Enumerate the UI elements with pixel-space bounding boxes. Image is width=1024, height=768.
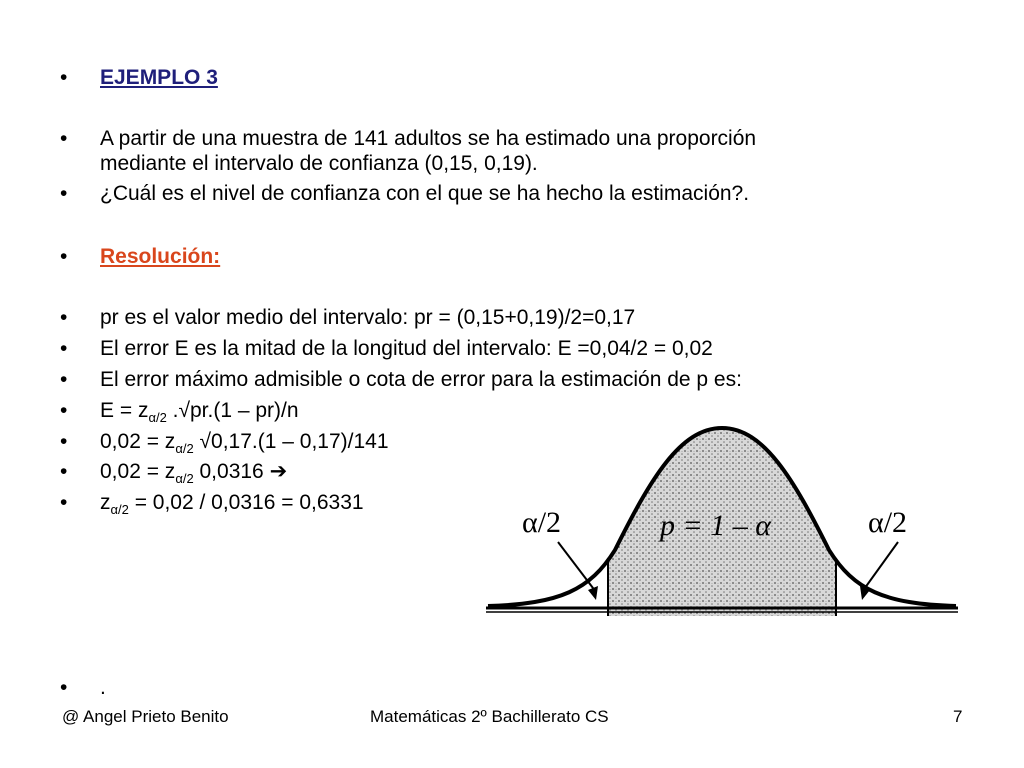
- formula-prefix: E = z: [100, 399, 149, 422]
- problem-statement-line2: mediante el intervalo de confianza (0,15, 0,19).: [100, 152, 538, 175]
- equation-suffix: 0,0316 ➔: [193, 460, 288, 483]
- formula-suffix: .√pr.(1 – pr)/n: [166, 399, 299, 422]
- bullet: •: [60, 127, 68, 150]
- left-tail-label: α/2: [522, 506, 562, 539]
- example-title: EJEMPLO 3: [100, 66, 218, 89]
- footer-course: Matemáticas 2º Bachillerato CS: [370, 707, 609, 726]
- bullet: •: [60, 66, 68, 89]
- equation-subscript: α/2: [175, 471, 194, 487]
- equation-prefix: z: [100, 491, 111, 514]
- right-tail-label: α/2: [868, 506, 908, 539]
- right-arrow: [862, 542, 898, 592]
- bullet: •: [60, 182, 68, 205]
- center-label: p = 1 – α: [660, 509, 771, 542]
- bullet: •: [60, 491, 68, 514]
- bullet: •: [60, 368, 68, 391]
- equation-subscript: α/2: [110, 502, 129, 518]
- bullet: •: [60, 399, 68, 422]
- equation-1: [100, 430, 389, 457]
- trailing-dot: .: [100, 676, 106, 699]
- equation-suffix: = 0,02 / 0,0316 = 0,6331: [128, 491, 364, 514]
- question-text: ¿Cuál es el nivel de confianza con el que se ha hecho la estimación?.: [100, 182, 750, 205]
- bullet: •: [60, 430, 68, 453]
- bullet: •: [60, 306, 68, 329]
- bullet: •: [60, 245, 68, 268]
- bullet: •: [60, 337, 68, 360]
- formula-error: [100, 399, 299, 426]
- equation-prefix: 0,02 = z: [100, 460, 176, 483]
- step-max-error: El error máximo admisible o cota de error para la estimación de p es:: [100, 368, 742, 391]
- equation-prefix: 0,02 = z: [100, 430, 176, 453]
- formula-subscript: α/2: [148, 410, 167, 426]
- step-mean: pr es el valor medio del intervalo: pr = (0,15+0,19)/2=0,17: [100, 306, 636, 329]
- left-arrow: [558, 542, 596, 592]
- equation-subscript: α/2: [175, 441, 194, 457]
- step-error: El error E es la mitad de la longitud del intervalo: E =0,04/2 = 0,02: [100, 337, 713, 360]
- bullet: •: [60, 460, 68, 483]
- footer-page-number: 7: [953, 707, 963, 726]
- normal-curve-figure: [480, 420, 960, 640]
- equation-3: [100, 491, 364, 518]
- equation-2: [100, 460, 288, 487]
- problem-statement-line1: A partir de una muestra de 141 adultos se ha estimado una proporción: [100, 127, 757, 150]
- bullet: •: [60, 676, 68, 699]
- footer-author: @ Angel Prieto Benito: [62, 707, 229, 726]
- equation-suffix: √0,17.(1 – 0,17)/141: [193, 430, 389, 453]
- resolution-heading: Resolución:: [100, 245, 221, 268]
